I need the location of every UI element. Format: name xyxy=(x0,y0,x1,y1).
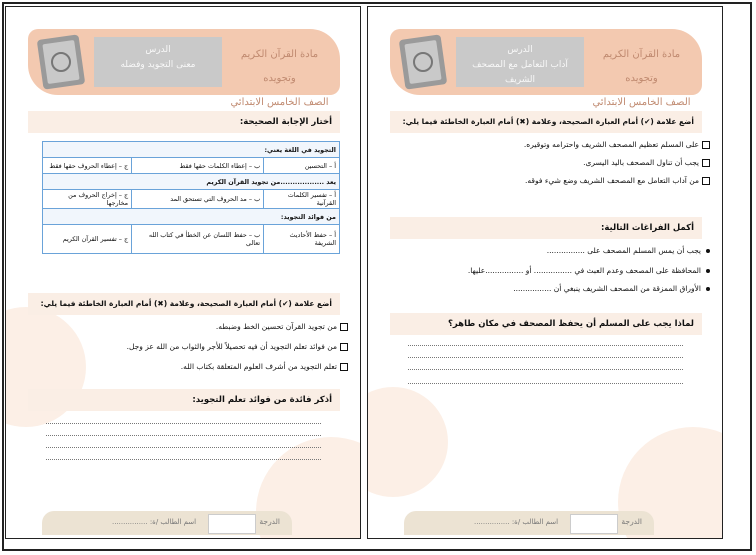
table-option[interactable]: ب – حفظ اللسان عن الخطأ في كتاب الله تعالى xyxy=(132,225,264,254)
quran-book-icon xyxy=(34,33,88,91)
answer-line[interactable] xyxy=(408,345,683,346)
answer-line[interactable] xyxy=(408,383,683,384)
checkbox[interactable] xyxy=(340,343,348,351)
table-question: من فوائد التجويد: xyxy=(43,209,340,225)
checkbox[interactable] xyxy=(702,177,710,185)
lesson-name: معنى التجويد وفضله xyxy=(120,60,196,70)
lesson-box xyxy=(94,37,222,87)
grade-label: الدرجة xyxy=(621,517,642,526)
table-question: التجويد في اللغة يعني: xyxy=(43,142,340,158)
choice-table xyxy=(42,141,340,254)
lesson-label: الدرس xyxy=(507,45,533,55)
subject-title: مادة القرآن الكريم وتجويده الصف الخامس الابتدائي xyxy=(592,49,691,108)
table-option[interactable]: أ – حفظ الأحاديث الشريفة xyxy=(264,225,340,254)
right-header xyxy=(390,29,702,108)
lesson-label: الدرس xyxy=(145,45,171,55)
left-footer xyxy=(42,511,292,535)
bullet-icon xyxy=(706,249,710,253)
checkbox[interactable] xyxy=(340,323,348,331)
fill-item: المحافظة على المصحف وعدم العبث في ................ أو ................عليها. xyxy=(468,265,710,277)
tf-item: من تجويد القرآن تحسين الخط وضبطه. xyxy=(216,321,348,333)
answer-line[interactable] xyxy=(408,357,683,358)
checkbox[interactable] xyxy=(702,159,710,167)
grade-box[interactable] xyxy=(208,514,256,534)
tf-item: من آداب التعامل مع المصحف الشريف وضع شيء فوقه. xyxy=(525,175,710,187)
tf-item: من فوائد تعلم التجويد أن فيه تحصيلاً للأجر والثواب من الله عز وجل. xyxy=(127,341,348,353)
quran-book-icon xyxy=(396,33,450,91)
grade-label: الدرجة xyxy=(259,517,280,526)
right-footer xyxy=(404,511,654,535)
answer-line[interactable] xyxy=(46,459,321,460)
table-option[interactable]: ب – إعطاء الكلمات حقها فقط xyxy=(132,158,264,174)
tf-item: على المسلم تعظيم المصحف الشريف واحترامه وتوقيره. xyxy=(524,139,710,151)
decoration-circle xyxy=(367,387,448,497)
table-option[interactable]: أ – التحسين xyxy=(264,158,340,174)
table-option[interactable]: ج – إخراج الحروف من مخارجها xyxy=(43,190,132,209)
lesson-box xyxy=(456,37,584,87)
student-name-label: اسم الطالب /ة: ................ xyxy=(112,518,197,526)
table-option[interactable]: ب – مد الحروف التي تستحق المد xyxy=(132,190,264,209)
section-fill-bar: أكمل الفراغات التالية: xyxy=(390,217,702,239)
bullet-icon xyxy=(706,287,710,291)
lesson-name: آداب التعامل مع المصحف الشريف xyxy=(472,60,568,85)
answer-line[interactable] xyxy=(46,435,321,436)
section-question-bar: لماذا يجب على المسلم أن يحفظ المصحف في مكان طاهر؟ xyxy=(390,313,702,335)
answer-line[interactable] xyxy=(408,369,683,370)
section-truefalse-bar: أضع علامة (✔) أمام العبارة الصحيحة، وعلامة (✖) أمام العبارة الخاطئة فيما يلي: xyxy=(390,111,702,133)
tf-item: يجب أن تناول المصحف باليد اليسرى. xyxy=(583,157,710,169)
left-worksheet-page xyxy=(5,6,361,539)
right-worksheet-page xyxy=(367,6,723,539)
checkbox[interactable] xyxy=(702,141,710,149)
table-option[interactable]: ج – إعطاء الحروف حقها فقط xyxy=(43,158,132,174)
checkbox[interactable] xyxy=(340,363,348,371)
table-option[interactable]: أ – تفسير الكلمات القرآنية xyxy=(264,190,340,209)
student-name-label: اسم الطالب /ة: ................ xyxy=(474,518,559,526)
bullet-icon xyxy=(706,269,710,273)
fill-item: يجب أن يمس المسلم المصحف على ................ xyxy=(547,245,710,257)
grade-box[interactable] xyxy=(570,514,618,534)
section-mention-bar: أذكر فائدة من فوائد تعلم التجويد: xyxy=(28,389,340,411)
section-choose-bar: أختار الإجابة الصحيحة: xyxy=(28,111,340,133)
subject-title: مادة القرآن الكريم وتجويده الصف الخامس الابتدائي xyxy=(230,49,329,108)
table-option[interactable]: ج – تفسير القرآن الكريم xyxy=(43,225,132,254)
tf-item: تعلم التجويد من أشرف العلوم المتعلقة بكتاب الله. xyxy=(181,361,348,373)
fill-item: الأوراق الممزقة من المصحف الشريف ينبغي أن ................ xyxy=(513,283,710,295)
table-question: يعد ..................من تجويد القرآن الكريم xyxy=(43,174,340,190)
left-header xyxy=(28,29,340,108)
answer-line[interactable] xyxy=(46,423,321,424)
section-truefalse-bar: أضع علامة (✔) أمام العبارة الصحيحة، وعلامة (✖) أمام العبارة الخاطئة فيما يلي: xyxy=(28,293,340,315)
answer-line[interactable] xyxy=(46,447,321,448)
